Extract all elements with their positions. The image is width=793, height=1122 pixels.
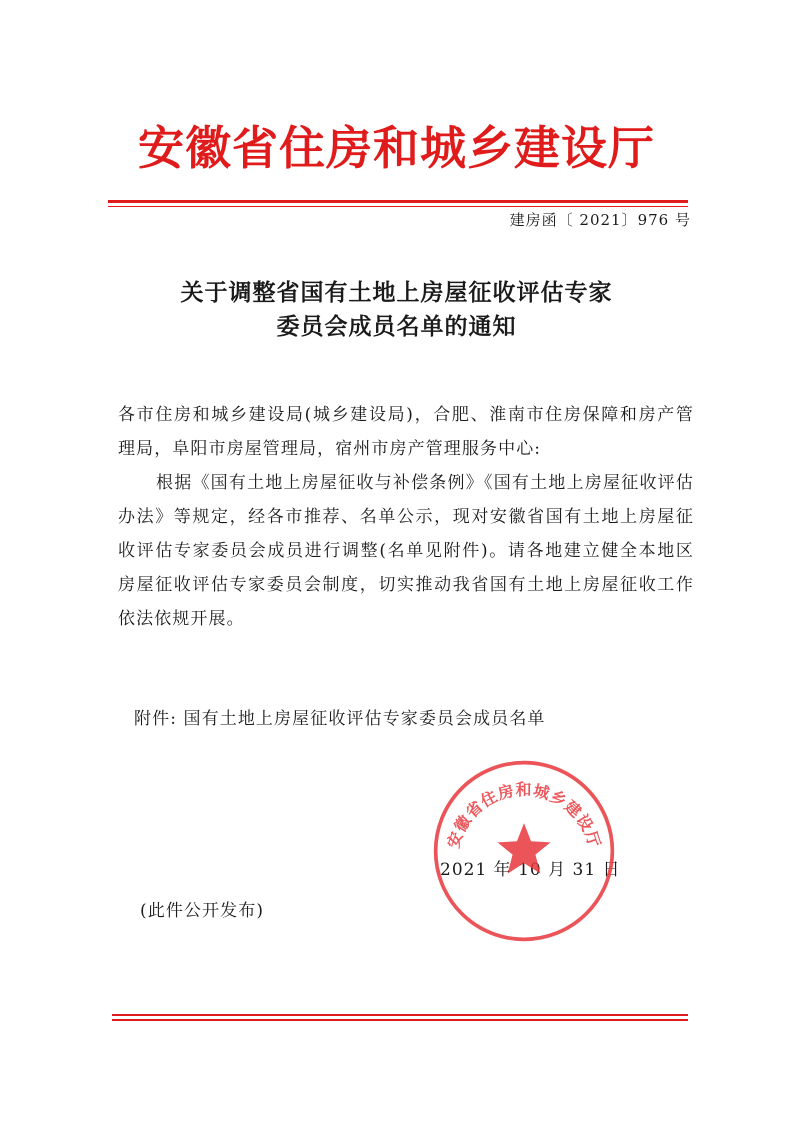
header-rule-thick	[108, 200, 688, 203]
document-title-line-1: 关于调整省国有土地上房屋征收评估专家	[180, 279, 613, 306]
header-rule-thin	[108, 206, 688, 207]
star-icon	[497, 823, 550, 873]
document-title	[0, 276, 793, 344]
official-seal	[431, 758, 617, 944]
attachment-line: 附件: 国有土地上房屋征收评估专家委员会成员名单	[134, 709, 546, 729]
issuer-title: 安徽省住房和城乡建设厅	[138, 121, 655, 175]
main-paragraph: 根据《国有土地上房屋征收与补偿条例》《国有土地上房屋征收评估办法》等规定，经各市推荐、名单公示，现对安徽省国有土地上房屋征收评估专家委员会成员进行调整(名单见附件)。请各地建立健全本地区房屋征收评估专家委员会制度，切实推动我省国有土地上房屋征收工作依法依规开展。	[118, 473, 694, 629]
footer-rule-thin	[112, 1019, 688, 1021]
document-number: 建房函〔 2021〕976 号	[509, 211, 691, 229]
footer-rule-thick	[112, 1014, 688, 1016]
document-title-line-2: 委员会成员名单的通知	[276, 313, 517, 340]
recipients-paragraph: 各市住房和城乡建设局(城乡建设局)，合肥、淮南市住房保障和房产管理局，阜阳市房屋管理局，宿州市房产管理服务中心:	[118, 405, 694, 459]
publish-note: (此件公开发布)	[140, 901, 265, 921]
document-body	[118, 398, 694, 636]
issue-date: 2021 年 10 月 31 日	[440, 860, 621, 880]
seal-text: 安徽省住房和城乡建设厅	[443, 780, 605, 851]
